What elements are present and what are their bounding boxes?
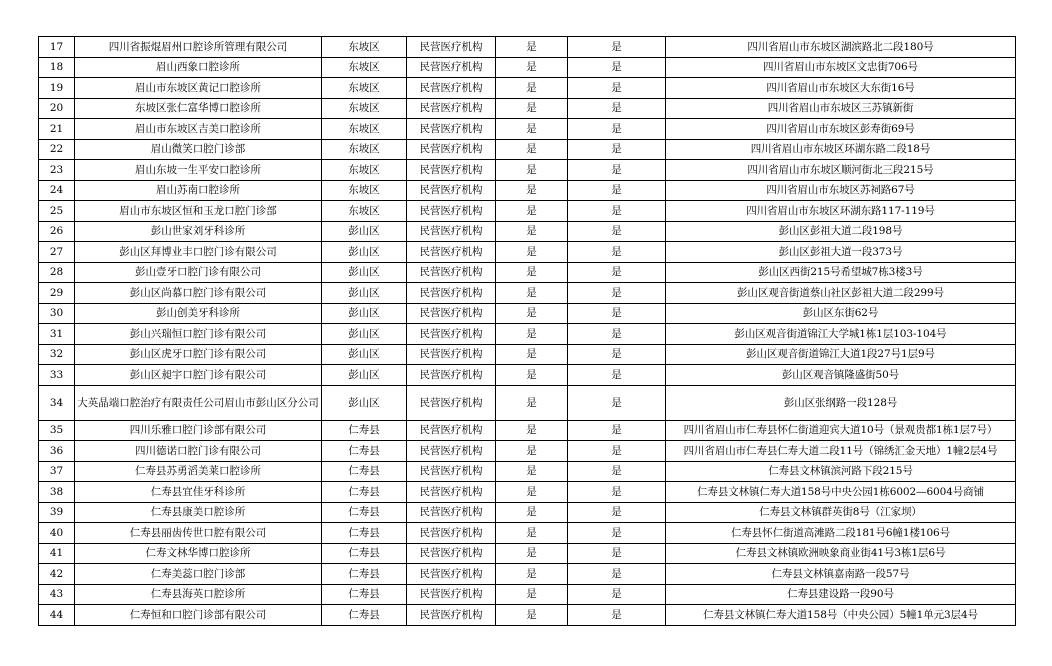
district-cell: 仁寿县: [322, 461, 407, 482]
district-cell: 东坡区: [322, 37, 407, 58]
clinic-name-cell: 彭山兴瑞恒口腔门诊有限公司: [75, 324, 322, 345]
institution-type-cell: 民营医疗机构: [407, 78, 496, 99]
flag-a-cell: 是: [496, 420, 568, 441]
address-cell: 四川省眉山市东坡区顺河街北三段215号: [666, 160, 1016, 181]
table-row: [39, 385, 1016, 420]
address-cell: 四川省眉山市仁寿县怀仁街道迎宾大道10号（景观贵都1栋1层7号）: [666, 420, 1016, 441]
table-row: [39, 420, 1016, 441]
row-number-cell: 19: [39, 78, 75, 99]
address-cell: 仁寿县怀仁街道高滩路二段181号6幢1楼106号: [666, 523, 1016, 544]
table-row: [39, 57, 1016, 78]
table-row: [39, 180, 1016, 201]
table-row: [39, 221, 1016, 242]
row-number-cell: 20: [39, 98, 75, 119]
institution-type-cell: 民营医疗机构: [407, 461, 496, 482]
institution-type-cell: 民营医疗机构: [407, 119, 496, 140]
institution-type-cell: 民营医疗机构: [407, 523, 496, 544]
district-cell: 彭山区: [322, 324, 407, 345]
institution-type-cell: 民营医疗机构: [407, 385, 496, 420]
district-cell: 东坡区: [322, 119, 407, 140]
clinic-name-cell: 仁寿县海英口腔诊所: [75, 584, 322, 605]
flag-a-cell: 是: [496, 242, 568, 263]
district-cell: 仁寿县: [322, 605, 407, 626]
district-cell: 彭山区: [322, 262, 407, 283]
flag-a-cell: 是: [496, 365, 568, 386]
table-row: [39, 262, 1016, 283]
row-number-cell: 31: [39, 324, 75, 345]
institution-type-cell: 民营医疗机构: [407, 180, 496, 201]
row-number-cell: 40: [39, 523, 75, 544]
row-number-cell: 28: [39, 262, 75, 283]
flag-b-cell: 是: [568, 385, 666, 420]
row-number-cell: 44: [39, 605, 75, 626]
clinic-name-cell: 四川乐雅口腔门诊部有限公司: [75, 420, 322, 441]
address-cell: 仁寿县文林镇欧洲映象商业街41号3栋1层6号: [666, 543, 1016, 564]
district-cell: 东坡区: [322, 180, 407, 201]
table-row: [39, 242, 1016, 263]
flag-a-cell: 是: [496, 180, 568, 201]
row-number-cell: 42: [39, 564, 75, 585]
address-cell: 彭山区彭祖大道二段198号: [666, 221, 1016, 242]
clinic-name-cell: 眉山苏南口腔诊所: [75, 180, 322, 201]
row-number-cell: 34: [39, 385, 75, 420]
district-cell: 仁寿县: [322, 564, 407, 585]
flag-a-cell: 是: [496, 201, 568, 222]
row-number-cell: 39: [39, 502, 75, 523]
district-cell: 东坡区: [322, 201, 407, 222]
clinic-name-cell: 眉山微笑口腔门诊部: [75, 139, 322, 160]
table-row: [39, 564, 1016, 585]
flag-b-cell: 是: [568, 160, 666, 181]
flag-b-cell: 是: [568, 242, 666, 263]
table-row: [39, 119, 1016, 140]
district-cell: 东坡区: [322, 57, 407, 78]
address-cell: 四川省眉山市东坡区三苏镇新街: [666, 98, 1016, 119]
address-cell: 彭山区观音镇隆盛街50号: [666, 365, 1016, 386]
table-row: [39, 344, 1016, 365]
clinic-name-cell: 眉山东坡一生平安口腔诊所: [75, 160, 322, 181]
clinic-name-cell: 仁寿县丽齿传世口腔有限公司: [75, 523, 322, 544]
table-row: [39, 78, 1016, 99]
clinic-name-cell: 仁寿县宜佳牙科诊所: [75, 482, 322, 503]
flag-b-cell: 是: [568, 564, 666, 585]
flag-a-cell: 是: [496, 324, 568, 345]
flag-a-cell: 是: [496, 385, 568, 420]
district-cell: 仁寿县: [322, 482, 407, 503]
flag-a-cell: 是: [496, 119, 568, 140]
flag-a-cell: 是: [496, 482, 568, 503]
table-row: [39, 543, 1016, 564]
clinic-name-cell: 大英晶端口腔治疗有限责任公司眉山市彭山区分公司: [75, 385, 322, 420]
flag-a-cell: 是: [496, 543, 568, 564]
flag-b-cell: 是: [568, 523, 666, 544]
flag-b-cell: 是: [568, 365, 666, 386]
row-number-cell: 30: [39, 303, 75, 324]
institution-type-cell: 民营医疗机构: [407, 283, 496, 304]
flag-b-cell: 是: [568, 324, 666, 345]
institution-type-cell: 民营医疗机构: [407, 344, 496, 365]
flag-b-cell: 是: [568, 221, 666, 242]
institution-type-cell: 民营医疗机构: [407, 242, 496, 263]
address-cell: 彭山区观音街道蔡山社区彭祖大道二段299号: [666, 283, 1016, 304]
row-number-cell: 38: [39, 482, 75, 503]
district-cell: 仁寿县: [322, 502, 407, 523]
district-cell: 东坡区: [322, 139, 407, 160]
row-number-cell: 26: [39, 221, 75, 242]
institution-type-cell: 民营医疗机构: [407, 201, 496, 222]
district-cell: 彭山区: [322, 344, 407, 365]
row-number-cell: 41: [39, 543, 75, 564]
table-row: [39, 502, 1016, 523]
address-cell: 仁寿县文林镇群英街8号（江家坝）: [666, 502, 1016, 523]
clinic-name-cell: 彭山创美牙科诊所: [75, 303, 322, 324]
table-row: [39, 523, 1016, 544]
clinic-name-cell: 眉山西象口腔诊所: [75, 57, 322, 78]
flag-a-cell: 是: [496, 344, 568, 365]
district-cell: 东坡区: [322, 78, 407, 99]
institution-type-cell: 民营医疗机构: [407, 57, 496, 78]
institution-type-cell: 民营医疗机构: [407, 441, 496, 462]
address-cell: 四川省眉山市东坡区环湖东路117-119号: [666, 201, 1016, 222]
institution-type-cell: 民营医疗机构: [407, 584, 496, 605]
row-number-cell: 32: [39, 344, 75, 365]
flag-b-cell: 是: [568, 119, 666, 140]
row-number-cell: 43: [39, 584, 75, 605]
row-number-cell: 23: [39, 160, 75, 181]
table-row: [39, 201, 1016, 222]
clinic-name-cell: 彭山世家刘牙科诊所: [75, 221, 322, 242]
table-row: [39, 98, 1016, 119]
flag-b-cell: 是: [568, 344, 666, 365]
flag-b-cell: 是: [568, 37, 666, 58]
district-cell: 仁寿县: [322, 523, 407, 544]
address-cell: 四川省眉山市东坡区苏祠路67号: [666, 180, 1016, 201]
clinic-name-cell: 四川德诺口腔门诊有限公司: [75, 441, 322, 462]
address-cell: 仁寿县文林镇仁寿大道158号（中央公园）5幢1单元3层4号: [666, 605, 1016, 626]
table-body: [39, 37, 1016, 626]
address-cell: 四川省眉山市东坡区文忠街706号: [666, 57, 1016, 78]
flag-a-cell: 是: [496, 605, 568, 626]
clinic-name-cell: 彭山壹牙口腔门诊有限公司: [75, 262, 322, 283]
district-cell: 彭山区: [322, 221, 407, 242]
address-cell: 四川省眉山市东坡区环湖东路二段18号: [666, 139, 1016, 160]
institution-type-cell: 民营医疗机构: [407, 420, 496, 441]
institution-type-cell: 民营医疗机构: [407, 160, 496, 181]
institution-type-cell: 民营医疗机构: [407, 482, 496, 503]
flag-b-cell: 是: [568, 420, 666, 441]
clinic-name-cell: 东坡区张仁富华博口腔诊所: [75, 98, 322, 119]
flag-b-cell: 是: [568, 441, 666, 462]
flag-a-cell: 是: [496, 37, 568, 58]
flag-a-cell: 是: [496, 98, 568, 119]
table-row: [39, 482, 1016, 503]
address-cell: 四川省眉山市东坡区大东街16号: [666, 78, 1016, 99]
institution-type-cell: 民营医疗机构: [407, 139, 496, 160]
clinic-table: [38, 36, 1016, 626]
table-row: [39, 303, 1016, 324]
address-cell: 彭山区观音街道锦江大学城1栋1层103-104号: [666, 324, 1016, 345]
table-row: [39, 461, 1016, 482]
clinic-name-cell: 仁寿县康美口腔诊所: [75, 502, 322, 523]
clinic-name-cell: 眉山市东坡区黄记口腔诊所: [75, 78, 322, 99]
flag-a-cell: 是: [496, 502, 568, 523]
address-cell: 仁寿县文林镇滨河路下段215号: [666, 461, 1016, 482]
clinic-name-cell: 仁寿恒和口腔门诊部有限公司: [75, 605, 322, 626]
row-number-cell: 29: [39, 283, 75, 304]
clinic-name-cell: 彭山区拜博业丰口腔门诊有限公司: [75, 242, 322, 263]
flag-b-cell: 是: [568, 98, 666, 119]
clinic-name-cell: 彭山区尚慕口腔门诊有限公司: [75, 283, 322, 304]
flag-b-cell: 是: [568, 303, 666, 324]
flag-a-cell: 是: [496, 584, 568, 605]
table-row: [39, 605, 1016, 626]
institution-type-cell: 民营医疗机构: [407, 502, 496, 523]
address-cell: 仁寿县建设路一段90号: [666, 584, 1016, 605]
table-row: [39, 365, 1016, 386]
address-cell: 四川省眉山市东坡区湖滨路北二段180号: [666, 37, 1016, 58]
row-number-cell: 21: [39, 119, 75, 140]
district-cell: 彭山区: [322, 303, 407, 324]
table-row: [39, 584, 1016, 605]
district-cell: 彭山区: [322, 242, 407, 263]
institution-type-cell: 民营医疗机构: [407, 605, 496, 626]
clinic-name-cell: 眉山市东坡区恒和玉龙口腔门诊部: [75, 201, 322, 222]
table-row: [39, 160, 1016, 181]
district-cell: 东坡区: [322, 98, 407, 119]
row-number-cell: 35: [39, 420, 75, 441]
flag-a-cell: 是: [496, 523, 568, 544]
address-cell: 彭山区西街215号希望城7栋3楼3号: [666, 262, 1016, 283]
district-cell: 仁寿县: [322, 420, 407, 441]
row-number-cell: 17: [39, 37, 75, 58]
address-cell: 仁寿县文林镇仁寿大道158号中央公园1栋6002—6004号商铺: [666, 482, 1016, 503]
flag-a-cell: 是: [496, 262, 568, 283]
district-cell: 彭山区: [322, 385, 407, 420]
table-row: [39, 324, 1016, 345]
flag-b-cell: 是: [568, 283, 666, 304]
district-cell: 仁寿县: [322, 584, 407, 605]
institution-type-cell: 民营医疗机构: [407, 543, 496, 564]
flag-b-cell: 是: [568, 461, 666, 482]
flag-b-cell: 是: [568, 605, 666, 626]
flag-a-cell: 是: [496, 139, 568, 160]
flag-a-cell: 是: [496, 221, 568, 242]
address-cell: 彭山区东街62号: [666, 303, 1016, 324]
flag-a-cell: 是: [496, 57, 568, 78]
clinic-name-cell: 眉山市东坡区吉美口腔诊所: [75, 119, 322, 140]
flag-b-cell: 是: [568, 201, 666, 222]
flag-a-cell: 是: [496, 283, 568, 304]
flag-a-cell: 是: [496, 160, 568, 181]
flag-b-cell: 是: [568, 78, 666, 99]
flag-a-cell: 是: [496, 303, 568, 324]
institution-type-cell: 民营医疗机构: [407, 37, 496, 58]
flag-a-cell: 是: [496, 564, 568, 585]
row-number-cell: 27: [39, 242, 75, 263]
flag-b-cell: 是: [568, 502, 666, 523]
district-cell: 彭山区: [322, 365, 407, 386]
clinic-name-cell: 彭山区昶宇口腔门诊有限公司: [75, 365, 322, 386]
clinic-name-cell: 仁寿文林华博口腔诊所: [75, 543, 322, 564]
table-row: [39, 139, 1016, 160]
flag-b-cell: 是: [568, 584, 666, 605]
address-cell: 仁寿县文林镇嘉南路一段57号: [666, 564, 1016, 585]
flag-a-cell: 是: [496, 461, 568, 482]
district-cell: 仁寿县: [322, 441, 407, 462]
flag-a-cell: 是: [496, 78, 568, 99]
row-number-cell: 33: [39, 365, 75, 386]
address-cell: 彭山区彭祖大道一段373号: [666, 242, 1016, 263]
institution-type-cell: 民营医疗机构: [407, 564, 496, 585]
row-number-cell: 22: [39, 139, 75, 160]
institution-type-cell: 民营医疗机构: [407, 221, 496, 242]
institution-type-cell: 民营医疗机构: [407, 262, 496, 283]
institution-type-cell: 民营医疗机构: [407, 365, 496, 386]
table-row: [39, 283, 1016, 304]
flag-b-cell: 是: [568, 543, 666, 564]
row-number-cell: 36: [39, 441, 75, 462]
flag-b-cell: 是: [568, 139, 666, 160]
row-number-cell: 24: [39, 180, 75, 201]
address-cell: 四川省眉山市东坡区彭寿街69号: [666, 119, 1016, 140]
district-cell: 东坡区: [322, 160, 407, 181]
institution-type-cell: 民营医疗机构: [407, 98, 496, 119]
clinic-name-cell: 仁寿县苏勇滔美莱口腔诊所: [75, 461, 322, 482]
flag-b-cell: 是: [568, 262, 666, 283]
row-number-cell: 18: [39, 57, 75, 78]
institution-type-cell: 民营医疗机构: [407, 324, 496, 345]
address-cell: 彭山区张纲路一段128号: [666, 385, 1016, 420]
table-row: [39, 441, 1016, 462]
address-cell: 四川省眉山市仁寿县仁寿大道二段11号（锦绣汇金天地）1幢2层4号: [666, 441, 1016, 462]
clinic-name-cell: 四川省振焜眉州口腔诊所管理有限公司: [75, 37, 322, 58]
flag-b-cell: 是: [568, 482, 666, 503]
table-row: [39, 37, 1016, 58]
clinic-name-cell: 彭山区虎牙口腔门诊有限公司: [75, 344, 322, 365]
row-number-cell: 37: [39, 461, 75, 482]
district-cell: 仁寿县: [322, 543, 407, 564]
address-cell: 彭山区观音街道锦江大道1段27号1层9号: [666, 344, 1016, 365]
row-number-cell: 25: [39, 201, 75, 222]
clinic-name-cell: 仁寿美蕊口腔门诊部: [75, 564, 322, 585]
flag-b-cell: 是: [568, 180, 666, 201]
flag-b-cell: 是: [568, 57, 666, 78]
flag-a-cell: 是: [496, 441, 568, 462]
district-cell: 彭山区: [322, 283, 407, 304]
institution-type-cell: 民营医疗机构: [407, 303, 496, 324]
